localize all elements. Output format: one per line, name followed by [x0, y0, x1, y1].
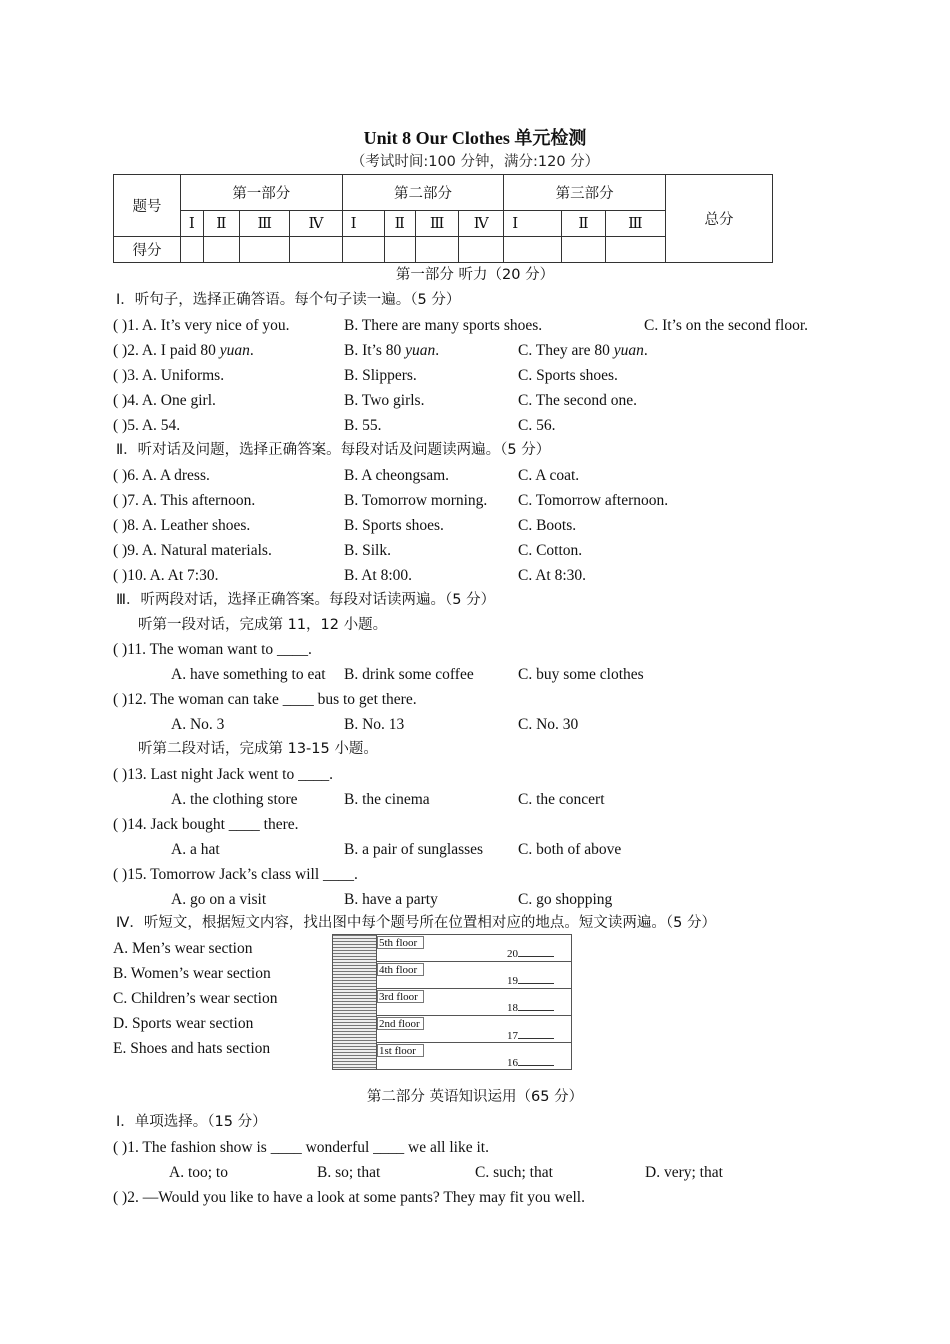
header-total: 总分	[666, 175, 773, 263]
score-cell[interactable]	[342, 237, 384, 263]
part2-sec1-instruction: Ⅰ．单项选择。（15 分）	[116, 1114, 267, 1130]
page-title: Unit 8 Our Clothes 单元检测	[363, 128, 587, 148]
answer-blank[interactable]	[518, 1056, 554, 1066]
floor-divider	[376, 988, 571, 989]
roman-cell: Ⅱ	[203, 211, 239, 237]
question-11: ( )11. The woman want to ____.	[113, 641, 312, 658]
sec3-instruction: Ⅲ．听两段对话，选择正确答案。每段对话读两遍。（5 分）	[116, 592, 496, 608]
roman-cell: Ⅳ	[459, 211, 504, 237]
roman-cell: Ⅱ	[562, 211, 605, 237]
score-cell[interactable]	[181, 237, 204, 263]
question-13: ( )13. Last night Jack went to ____.	[113, 766, 333, 783]
part2-heading: 第二部分 英语知识运用（65 分）	[366, 1089, 584, 1105]
row-label-number: 题号	[114, 175, 181, 237]
roman-cell: Ⅰ	[342, 211, 384, 237]
floor-label: 1st floor	[377, 1044, 424, 1057]
floor-label: 5th floor	[377, 936, 424, 949]
sec4-option-b: B. Women’s wear section	[113, 965, 271, 982]
floor-number: 16	[507, 1056, 554, 1069]
floor-divider	[376, 1015, 571, 1016]
sec4-option-a: A. Men’s wear section	[113, 940, 253, 957]
sec4-option-c: C. Children’s wear section	[113, 990, 278, 1007]
floor-number: 20	[507, 947, 554, 960]
stair-shading	[333, 935, 377, 1069]
floor-divider	[376, 1042, 571, 1043]
floor-label: 3rd floor	[377, 990, 424, 1003]
floor-divider	[376, 961, 571, 962]
roman-cell: Ⅱ	[384, 211, 415, 237]
header-part3: 第三部分	[504, 175, 666, 211]
exam-info: （考试时间:100 分钟，满分:120 分）	[350, 154, 600, 170]
answer-blank[interactable]	[518, 1029, 554, 1039]
score-cell[interactable]	[415, 237, 458, 263]
score-cell[interactable]	[290, 237, 342, 263]
sec1-instruction: Ⅰ．听句子，选择正确答语。每个句子读一遍。（5 分）	[116, 292, 461, 308]
roman-cell: Ⅲ	[415, 211, 458, 237]
sec4-option-e: E. Shoes and hats section	[113, 1040, 271, 1057]
header-part1: 第一部分	[181, 175, 343, 211]
floor-label: 4th floor	[377, 963, 424, 976]
answer-blank[interactable]	[518, 974, 554, 984]
score-cell[interactable]	[240, 237, 290, 263]
roman-cell: Ⅲ	[240, 211, 290, 237]
score-cell[interactable]	[562, 237, 605, 263]
floor-number: 17	[507, 1029, 554, 1042]
part1-heading: 第一部分 听力（20 分）	[395, 267, 555, 283]
question-12: ( )12. The woman can take ____ bus to get there.	[113, 691, 417, 708]
answer-blank[interactable]	[518, 947, 554, 957]
part2-question-2: ( )2. —Would you like to have a look at some pants? They may fit you well.	[113, 1189, 585, 1206]
floor-diagram	[332, 934, 572, 1070]
roman-cell: Ⅲ	[605, 211, 665, 237]
floor-number: 18	[507, 1001, 554, 1014]
sec3-sub1: 听第一段对话，完成第 11，12 小题。	[138, 617, 388, 633]
floor-label: 2nd floor	[377, 1017, 424, 1030]
part2-question-1: ( )1. The fashion show is ____ wonderful ____ we all like it.	[113, 1139, 489, 1156]
score-cell[interactable]	[504, 237, 562, 263]
sec4-option-d: D. Sports wear section	[113, 1015, 254, 1032]
score-cell[interactable]	[384, 237, 415, 263]
question-15: ( )15. Tomorrow Jack’s class will ____.	[113, 866, 358, 883]
roman-cell: Ⅰ	[504, 211, 562, 237]
question-14: ( )14. Jack bought ____ there.	[113, 816, 299, 833]
row-label-score: 得分	[114, 237, 181, 263]
score-table	[113, 174, 773, 263]
header-part2: 第二部分	[342, 175, 504, 211]
floor-number: 19	[507, 974, 554, 987]
answer-blank[interactable]	[518, 1001, 554, 1011]
roman-cell: Ⅳ	[290, 211, 342, 237]
score-cell[interactable]	[203, 237, 239, 263]
roman-cell: Ⅰ	[181, 211, 204, 237]
score-cell[interactable]	[605, 237, 665, 263]
score-cell[interactable]	[459, 237, 504, 263]
sec4-instruction: Ⅳ．听短文，根据短文内容，找出图中每个题号所在位置相对应的地点。短文读两遍。（5 分）	[116, 915, 716, 931]
sec2-instruction: Ⅱ．听对话及问题，选择正确答案。每段对话及问题读两遍。（5 分）	[116, 442, 551, 458]
sec3-sub2: 听第二段对话，完成第 13-15 小题。	[138, 741, 378, 757]
exam-page: Unit 8 Our Clothes 单元检测 （考试时间:100 分钟，满分:120 分） 题号 第一部分 第二部分 第三部分 总分 Ⅰ Ⅱ Ⅲ Ⅳ Ⅰ Ⅱ Ⅲ Ⅳ Ⅰ Ⅱ Ⅲ 得分 第一部分 听力（20 分） Ⅰ．听句子，选择正确答语。每个句子读一遍。（5 分） ( )1. A. It’s very nice of you. B. There are many sports shoes. C. It’s on the second floor. ( )2. A. I paid 80 yuan. B. It’s 80 yuan. C. They are 80 yuan. ( )3. A. Uniforms. B. Slippers. C. Sports shoes. ( )4. A. One girl. B. Two girls. C. The second one. ( )5. A. 54. B. 55. C. 56. Ⅱ．听对话及问题，选择正确答案。每段对话及问题读两遍。（5 分） ( )6. A. A dress. B. A cheongsam. C. A coat. ( )7. A. This afternoon. B. Tomorrow morning. C. Tomorrow afternoon. ( )8. A. Leather shoes. B. Sports shoes. C. Boots. ( )9. A. Natural materials. B. Silk. C. Cotton. ( )10. A. At 7:30. B. At 8:00. C. At 8:30. Ⅲ．听两段对话，选择正确答案。每段对话读两遍。（5 分） 听第一段对话，完成第 11，12 小题。 ( )11. The woman want to ____. A. have something to eat B. drink some coffee C. buy some clothes ( )12. The woman can take ____ bus to get there. A. No. 3 B. No. 13 C. No. 30 听第二段对话，完成第 13-15 小题。 ( )13. Last night Jack went to ____. A. the clothing store B. the cinema C. the concert ( )14. Jack bought ____ there. A. a hat B. a pair of sunglasses C. both of above ( )15. Tomorrow Jack’s class will ____. A. go on a visit B. have a party C. go shopping Ⅳ．听短文，根据短文内容，找出图中每个题号所在位置相对应的地点。短文读两遍。（5 分） A. Men’s wear section B. Women’s wear section C. Children’s wear section D. Sports wear section E. Shoes and hats section 5th floor 20 4th floor 19 3rd floor 18 2nd floor 17 1st floor 16 第二部分 英语知识运用（65 分） Ⅰ．单项选择。（15 分） ( )1. The fashion show is ____ wonderful ____ we all like it. A. too; to B. so; that C. such; that D. very; that ( )2. —Would you like to have a look at some pants? They may fit you well.	[0, 0, 950, 1344]
